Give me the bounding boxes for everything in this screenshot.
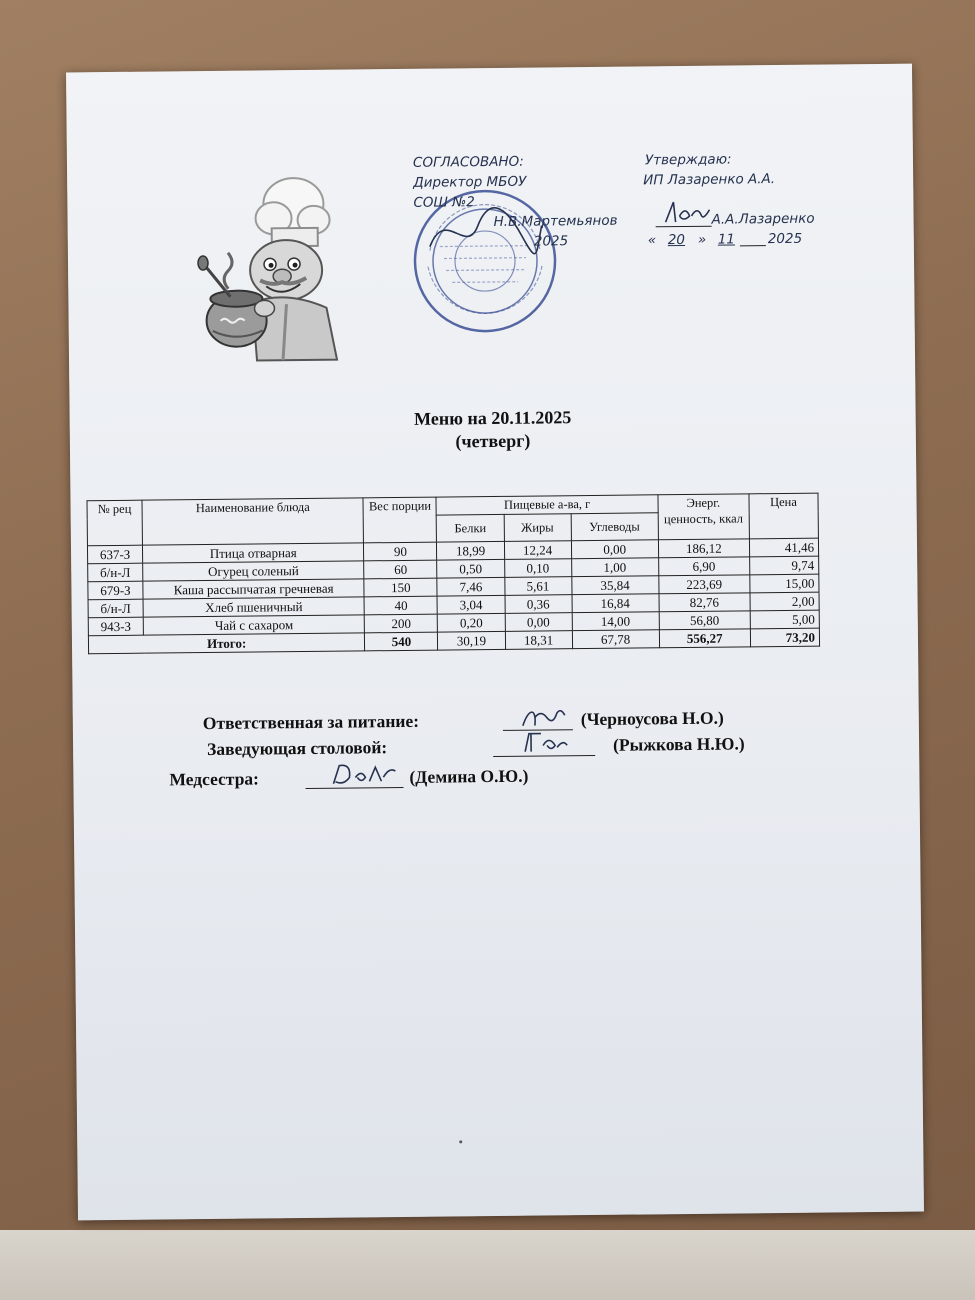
total-weight: 540 (365, 632, 438, 651)
row-name: Хлеб пшеничный (143, 597, 364, 617)
canteen-name: (Рыжкова Н.Ю.) (612, 733, 745, 755)
row-energy: 56,80 (659, 611, 750, 630)
row-weight: 150 (364, 578, 437, 597)
row-weight: 40 (364, 596, 437, 615)
header-protein: Белки (437, 514, 504, 542)
menu-day: (четверг) (455, 430, 531, 452)
row-price: 15,00 (750, 574, 819, 593)
row-weight: 60 (364, 560, 437, 579)
row-num: 637-З (87, 545, 142, 564)
header-fat: Жиры (504, 514, 571, 542)
nurse-label: Медсестра: (169, 768, 260, 790)
row-energy: 223,69 (659, 575, 750, 594)
approve-month: 11 (717, 231, 736, 248)
canteen-signature (521, 729, 571, 756)
approve-day: 20 (667, 231, 686, 249)
agreed-position: Директор МБОУ (413, 173, 527, 191)
approve-name: А.А.Лазаренко (711, 210, 815, 228)
agreed-school: СОШ №2 (413, 194, 475, 211)
row-protein: 7,46 (437, 577, 504, 596)
floor-background (0, 1230, 975, 1300)
row-carbs: 16,84 (572, 594, 659, 613)
approve-label: Утверждаю: (644, 151, 732, 169)
row-fat: 5,61 (504, 577, 571, 596)
menu-title: Меню на 20.11.2025 (413, 407, 572, 429)
header-energy: Энерг. ценность, ккал (658, 494, 750, 540)
total-energy: 556,27 (659, 629, 750, 648)
row-num: 679-З (88, 581, 143, 600)
row-carbs: 35,84 (571, 576, 658, 595)
header-weight: Вес порции (363, 497, 437, 543)
total-label: Итого: (88, 633, 365, 654)
chef-illustration (185, 169, 357, 366)
row-fat: 0,10 (504, 559, 571, 578)
row-carbs: 0,00 (571, 540, 658, 559)
header-carbs: Углеводы (571, 513, 658, 541)
row-price: 2,00 (750, 592, 819, 611)
agreed-year: 2025 (533, 233, 569, 250)
approve-signature (661, 196, 713, 229)
row-price: 41,46 (749, 538, 818, 557)
row-name: Огурец соленый (143, 561, 364, 581)
menu-table (86, 493, 820, 655)
row-carbs: 14,00 (572, 612, 659, 631)
header-nutrients: Пищевые а-ва, г (436, 495, 657, 515)
row-num: 943-З (88, 617, 143, 636)
row-protein: 18,99 (437, 541, 504, 560)
total-protein: 30,19 (438, 631, 505, 650)
agreed-name: Н.В.Мартемьянов (493, 212, 618, 230)
row-weight: 90 (364, 542, 437, 561)
row-energy: 6,90 (658, 557, 749, 576)
row-num: б/н-Л (88, 599, 143, 618)
row-num: б/н-Л (88, 563, 143, 582)
approve-date-quote-open: « (647, 232, 657, 249)
nurse-name: (Демина О.Ю.) (409, 765, 529, 787)
responsible-signature (519, 703, 569, 732)
menu-document (66, 64, 924, 1221)
row-protein: 0,50 (437, 559, 504, 578)
approve-date-quote-close: » (697, 231, 707, 248)
canteen-label: Заведующая столовой: (207, 737, 388, 760)
row-protein: 3,04 (437, 595, 504, 614)
agreed-label: СОГЛАСОВАНО: (412, 153, 524, 171)
row-protein: 0,20 (438, 613, 505, 632)
approve-date-line (740, 245, 766, 246)
row-fat: 0,00 (505, 613, 572, 632)
responsible-label: Ответственная за питание: (202, 710, 420, 734)
total-fat: 18,31 (505, 631, 572, 650)
total-price: 73,20 (750, 628, 819, 647)
header-price: Цена (749, 493, 819, 539)
row-carbs: 1,00 (571, 558, 658, 577)
row-price: 9,74 (749, 556, 818, 575)
approve-org: ИП Лазаренко А.А. (643, 171, 776, 189)
header-name: Наименование блюда (142, 498, 364, 545)
row-energy: 82,76 (659, 593, 750, 612)
row-name: Каша рассыпчатая гречневая (143, 579, 364, 599)
responsible-name: (Черноусова Н.О.) (580, 707, 724, 730)
total-carbs: 67,78 (572, 630, 659, 649)
header-num: № рец (87, 500, 143, 546)
row-name: Чай с сахаром (143, 615, 364, 635)
paper-speck (459, 1140, 462, 1143)
row-weight: 200 (365, 614, 438, 633)
row-price: 5,00 (750, 610, 819, 629)
approve-year: 2025 (767, 230, 803, 248)
row-fat: 0,36 (505, 595, 572, 614)
row-name: Птица отварная (143, 543, 364, 563)
row-energy: 186,12 (658, 539, 749, 558)
nurse-signature (329, 759, 397, 788)
row-fat: 12,24 (504, 541, 571, 560)
